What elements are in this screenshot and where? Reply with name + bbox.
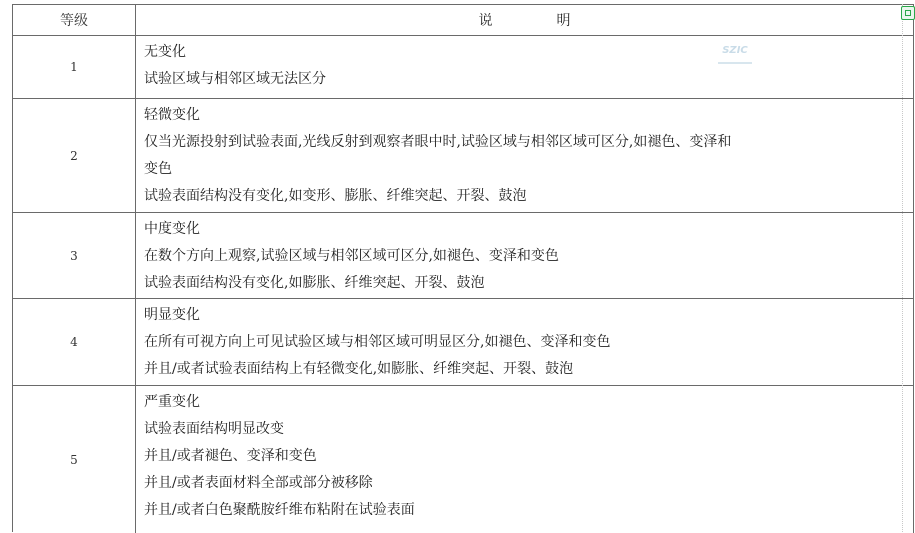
description-line: 仅当光源投射到试验表面,光线反射到观察者眼中时,试验区域与相邻区域可区分,如褪色、变泽和 <box>144 134 732 150</box>
table-row <box>13 36 914 99</box>
header-desc-right: 明 <box>556 13 571 29</box>
description-line: 并且/或者试验表面结构上有轻微变化,如膨胀、纤维突起、开裂、鼓泡 <box>144 361 574 377</box>
header-grade: 等级 <box>13 5 136 35</box>
header-desc-left: 说 <box>478 13 493 29</box>
description-cell <box>136 213 914 298</box>
page-edge-divider <box>902 4 903 532</box>
fullscreen-icon[interactable] <box>901 6 915 20</box>
grade-cell: 4 <box>13 299 136 385</box>
grade-cell: 1 <box>13 36 136 98</box>
description-line: 试验表面结构没有变化,如膨胀、纤维突起、开裂、鼓泡 <box>144 275 485 291</box>
description-line: 轻微变化 <box>144 107 200 123</box>
description-line: 无变化 <box>144 44 186 60</box>
description-line: 并且/或者白色聚酰胺纤维布粘附在试验表面 <box>144 502 415 518</box>
description-line: 试验表面结构明显改变 <box>144 421 284 437</box>
description-line: 变色 <box>144 161 172 177</box>
description-line: 在所有可视方向上可见试验区域与相邻区域可明显区分,如褪色、变泽和变色 <box>144 334 611 350</box>
table-row <box>13 386 914 533</box>
header-description <box>136 5 914 35</box>
table-row <box>13 99 914 213</box>
description-cell <box>136 299 914 385</box>
grade-cell: 5 <box>13 386 136 533</box>
description-cell <box>136 36 914 98</box>
description-line: 严重变化 <box>144 394 200 410</box>
description-cell <box>136 99 914 212</box>
description-line: 中度变化 <box>144 221 200 237</box>
description-line: 试验区域与相邻区域无法区分 <box>144 71 326 87</box>
description-line: 并且/或者表面材料全部或部分被移除 <box>144 475 373 491</box>
description-line: 明显变化 <box>144 307 200 323</box>
table-row <box>13 299 914 386</box>
description-line: 并且/或者褪色、变泽和变色 <box>144 448 317 464</box>
grade-cell: 3 <box>13 213 136 298</box>
description-line: 试验表面结构没有变化,如变形、膨胀、纤维突起、开裂、鼓泡 <box>144 188 527 204</box>
description-cell <box>136 386 914 533</box>
description-line: 在数个方向上观察,试验区域与相邻区域可区分,如褪色、变泽和变色 <box>144 248 559 264</box>
table-row <box>13 213 914 299</box>
grade-table <box>12 4 914 532</box>
grade-cell: 2 <box>13 99 136 212</box>
table-header <box>13 5 914 36</box>
watermark-logo: SZIC <box>718 38 752 64</box>
